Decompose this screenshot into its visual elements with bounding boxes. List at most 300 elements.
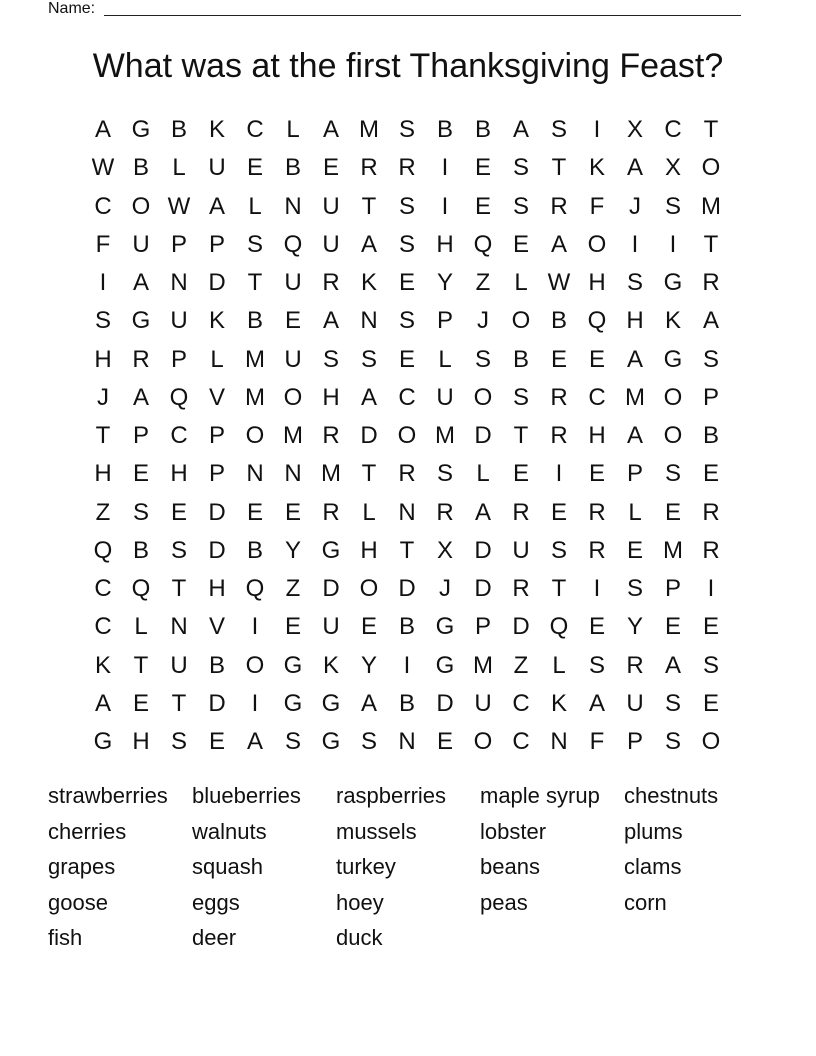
grid-letter: O (359, 575, 379, 602)
grid-letter: P (664, 575, 681, 602)
grid-letter: X (436, 536, 453, 564)
grid-letter: R (398, 460, 416, 488)
grid-letter: A (132, 269, 149, 296)
grid-letter: D (474, 422, 492, 449)
grid-letter: T (171, 575, 187, 602)
grid-letter: U (474, 689, 492, 717)
grid-letter: M (435, 422, 455, 449)
word-list-item: peas (480, 889, 528, 915)
grid-letter: E (132, 689, 149, 717)
grid-letter: R (588, 498, 606, 526)
grid-letter: E (284, 307, 301, 335)
word-list-item: cherries (48, 818, 127, 844)
grid-letter: P (208, 230, 225, 258)
word-list-item: raspberries (336, 783, 447, 808)
grid-letter: H (94, 460, 112, 488)
grid-letter: D (208, 536, 226, 564)
grid-letter: D (322, 575, 340, 602)
grid-letter: O (473, 383, 493, 411)
grid-letter: S (170, 728, 187, 755)
grid-letter: Y (360, 651, 377, 679)
grid-letter: C (512, 728, 530, 755)
grid-letter: E (588, 613, 605, 641)
grid-letter: R (512, 575, 530, 602)
grid-letter: S (398, 192, 415, 220)
grid-letter: K (208, 307, 225, 335)
name-blank-line (104, 15, 741, 16)
grid-letter: I (99, 269, 107, 296)
grid-letter: B (550, 307, 567, 335)
word-list-item: clams (624, 854, 682, 879)
grid-letter: A (360, 230, 377, 258)
grid-letter: E (208, 728, 225, 755)
grid-letter: T (171, 689, 187, 717)
grid-letter: S (550, 116, 567, 143)
grid-letter: B (474, 116, 491, 143)
grid-letter: U (322, 192, 340, 220)
grid-letter: D (360, 422, 378, 449)
grid-letter: Q (245, 575, 265, 602)
grid-letter: A (626, 345, 643, 373)
grid-letter: O (245, 651, 265, 679)
grid-letter: P (702, 383, 719, 411)
grid-letter: S (398, 230, 415, 258)
grid-letter: A (322, 307, 339, 335)
grid-letter: B (132, 154, 149, 182)
grid-letter: K (94, 651, 111, 679)
grid-letter: R (512, 498, 530, 526)
grid-letter: C (94, 575, 112, 602)
grid-letter: S (702, 345, 719, 373)
grid-letter: Q (93, 536, 113, 564)
grid-letter: Q (587, 307, 607, 335)
grid-letter: L (514, 269, 528, 296)
name-field (48, 0, 748, 18)
grid-letter: P (170, 230, 187, 258)
grid-letter: I (593, 116, 601, 143)
grid-letter: B (284, 154, 301, 182)
grid-letter: H (588, 269, 606, 296)
grid-letter: R (626, 651, 644, 679)
grid-letter: H (436, 230, 454, 258)
grid-letter: H (588, 422, 606, 449)
grid-letter: A (626, 154, 643, 182)
grid-letter: Z (285, 575, 301, 602)
grid-letter: D (436, 689, 454, 717)
word-list-item: squash (192, 854, 263, 879)
grid-letter: T (703, 116, 719, 143)
grid-letter: I (251, 613, 259, 641)
grid-letter: L (134, 613, 148, 641)
grid-letter: E (284, 498, 301, 526)
grid-letter: I (251, 689, 259, 717)
grid-letter: J (439, 575, 451, 602)
grid-letter: M (701, 192, 721, 220)
name-label: Name: (48, 0, 96, 17)
word-list-item: plums (624, 818, 683, 844)
grid-letter: A (588, 689, 605, 717)
grid-letter: G (321, 536, 341, 564)
grid-letter: D (512, 613, 530, 641)
grid-letter: S (512, 154, 529, 182)
grid-letter: H (132, 728, 150, 755)
word-list-item: maple syrup (480, 783, 600, 808)
grid-letter: C (588, 383, 606, 411)
word-list-item: duck (336, 925, 383, 950)
grid-letter: G (283, 689, 303, 717)
grid-letter: G (435, 613, 455, 641)
grid-letter: A (360, 689, 377, 717)
grid-letter: G (321, 728, 341, 755)
grid-letter: S (474, 345, 491, 373)
grid-letter: W (167, 192, 191, 220)
grid-letter: O (663, 383, 683, 411)
grid-letter: T (133, 651, 149, 679)
word-list-item: chestnuts (624, 783, 719, 808)
grid-letter: B (398, 689, 415, 717)
grid-letter: E (626, 536, 643, 564)
grid-letter: W (547, 269, 571, 296)
grid-letter: P (626, 728, 643, 755)
grid-letter: S (322, 345, 339, 373)
grid-letter: R (550, 192, 568, 220)
word-list (48, 778, 778, 956)
grid-letter: T (703, 230, 719, 258)
grid-letter: O (587, 230, 607, 258)
word-list-item: deer (192, 925, 237, 950)
grid-letter: E (246, 498, 263, 526)
grid-letter: M (663, 536, 683, 564)
grid-letter: O (473, 728, 493, 755)
grid-letter: K (322, 651, 339, 679)
word-list-item: blueberries (192, 783, 301, 808)
grid-letter: B (398, 613, 415, 641)
grid-letter: K (588, 154, 605, 182)
grid-letter: G (321, 689, 341, 717)
grid-letter: E (170, 498, 187, 526)
grid-letter: E (360, 613, 377, 641)
grid-letter: U (322, 613, 340, 641)
grid-letter: G (93, 728, 113, 755)
grid-letter: R (588, 536, 606, 564)
grid-letter: E (702, 460, 719, 488)
grid-letter: A (94, 689, 111, 717)
grid-letter: K (360, 269, 377, 296)
grid-letter: M (473, 651, 493, 679)
grid-letter: E (550, 345, 567, 373)
grid-letter: L (248, 192, 262, 220)
grid-letter: O (511, 307, 531, 335)
word-list-item: walnuts (192, 818, 267, 844)
grid-letter: C (512, 689, 530, 717)
grid-letter: B (246, 307, 263, 335)
grid-letter: I (707, 575, 715, 602)
grid-letter: T (513, 422, 529, 449)
grid-letter: N (170, 269, 188, 296)
grid-letter: L (628, 498, 642, 526)
grid-letter: X (626, 116, 643, 143)
grid-letter: E (664, 498, 681, 526)
grid-letter: H (360, 536, 378, 564)
grid-letter: L (172, 154, 186, 182)
grid-letter: Q (169, 383, 189, 411)
grid-letter: S (664, 460, 681, 488)
grid-letter: M (625, 383, 645, 411)
grid-letter: T (399, 536, 415, 564)
grid-letter: A (246, 728, 263, 755)
grid-letter: E (702, 613, 719, 641)
grid-letter: G (663, 345, 683, 373)
grid-letter: E (664, 613, 681, 641)
grid-letter: I (631, 230, 639, 258)
grid-letter: O (397, 422, 417, 449)
grid-letter: R (550, 422, 568, 449)
grid-letter: O (131, 192, 151, 220)
word-list-item: hoey (336, 889, 384, 915)
grid-letter: E (436, 728, 453, 755)
grid-letter: U (284, 269, 302, 296)
grid-letter: Z (95, 498, 111, 526)
grid-letter: P (132, 422, 149, 449)
grid-letter: N (284, 460, 302, 488)
grid-letter: F (589, 192, 605, 220)
grid-letter: B (170, 116, 187, 143)
grid-letter: C (246, 116, 264, 143)
grid-letter: R (702, 269, 720, 296)
grid-letter: J (97, 383, 109, 411)
word-list-item: turkey (336, 854, 396, 879)
grid-letter: N (398, 498, 416, 526)
grid-letter: S (626, 575, 643, 602)
grid-letter: I (403, 651, 411, 679)
grid-letter: D (208, 269, 226, 296)
grid-letter: E (322, 154, 339, 182)
grid-letter: H (94, 345, 112, 373)
grid-letter: Q (283, 230, 303, 258)
grid-letter: E (588, 460, 605, 488)
word-list-item: corn (624, 889, 667, 915)
grid-letter: E (284, 613, 301, 641)
grid-letter: H (626, 307, 644, 335)
grid-letter: A (94, 116, 111, 143)
grid-letter: P (436, 307, 453, 335)
word-list-item: lobster (480, 818, 547, 844)
word-list-item: beans (480, 854, 540, 879)
grid-letter: S (512, 383, 529, 411)
grid-letter: M (245, 345, 265, 373)
grid-letter: S (436, 460, 453, 488)
grid-letter: O (663, 422, 683, 449)
grid-letter: N (284, 192, 302, 220)
grid-letter: Y (436, 269, 453, 296)
grid-letter: S (94, 307, 111, 335)
grid-letter: R (550, 383, 568, 411)
grid-letter: A (702, 307, 719, 335)
grid-letter: S (702, 651, 719, 679)
grid-letter: A (322, 116, 339, 143)
grid-letter: E (512, 460, 529, 488)
grid-letter: E (588, 345, 605, 373)
grid-letter: S (132, 498, 149, 526)
grid-letter: S (588, 651, 605, 679)
grid-letter: P (208, 460, 225, 488)
word-list-item: grapes (48, 854, 116, 879)
grid-letter: R (702, 498, 720, 526)
grid-letter: S (284, 728, 301, 755)
grid-letter: N (246, 460, 264, 488)
letter-grid (84, 111, 730, 761)
grid-letter: D (208, 498, 226, 526)
grid-letter: U (322, 230, 340, 258)
grid-letter: E (550, 498, 567, 526)
grid-letter: M (245, 383, 265, 411)
grid-letter: S (170, 536, 187, 564)
grid-letter: O (701, 728, 721, 755)
word-list-item: goose (48, 889, 108, 915)
grid-letter: S (398, 116, 415, 143)
grid-letter: A (626, 422, 643, 449)
grid-letter: H (170, 460, 188, 488)
grid-letter: Z (513, 651, 529, 679)
grid-letter: G (131, 307, 151, 335)
grid-letter: M (321, 460, 341, 488)
grid-letter: E (132, 460, 149, 488)
grid-letter: C (398, 383, 416, 411)
grid-letter: B (702, 422, 719, 449)
grid-letter: X (664, 154, 681, 182)
grid-letter: E (474, 192, 491, 220)
grid-letter: C (94, 192, 112, 220)
grid-letter: E (512, 230, 529, 258)
grid-letter: T (361, 192, 377, 220)
grid-letter: R (322, 422, 340, 449)
grid-letter: G (663, 269, 683, 296)
grid-letter: P (474, 613, 491, 641)
grid-letter: N (170, 613, 188, 641)
grid-letter: R (322, 269, 340, 296)
grid-letter: I (441, 154, 449, 182)
grid-letter: Z (475, 269, 491, 296)
grid-letter: C (664, 116, 682, 143)
grid-letter: B (132, 536, 149, 564)
grid-letter: A (550, 230, 567, 258)
grid-letter: I (669, 230, 677, 258)
grid-letter: U (626, 689, 644, 717)
grid-letter: V (208, 613, 225, 641)
word-list-item: strawberries (48, 783, 168, 808)
grid-letter: L (210, 345, 224, 373)
grid-letter: O (245, 422, 265, 449)
grid-letter: G (131, 116, 151, 143)
grid-letter: N (550, 728, 568, 755)
grid-letter: F (589, 728, 605, 755)
grid-letter: A (664, 651, 681, 679)
grid-letter: M (359, 116, 379, 143)
grid-letter: H (322, 383, 340, 411)
grid-letter: M (283, 422, 303, 449)
grid-letter: S (398, 307, 415, 335)
grid-letter: R (132, 345, 150, 373)
grid-letter: Y (284, 536, 301, 564)
grid-letter: Q (131, 575, 151, 602)
grid-letter: L (438, 345, 452, 373)
grid-letter: S (664, 689, 681, 717)
grid-letter: E (398, 345, 415, 373)
grid-letter: D (398, 575, 416, 602)
grid-letter: E (246, 154, 263, 182)
grid-letter: U (436, 383, 454, 411)
grid-letter: T (247, 269, 263, 296)
grid-letter: N (398, 728, 416, 755)
grid-letter: B (208, 651, 225, 679)
grid-letter: R (360, 154, 378, 182)
grid-letter: S (664, 192, 681, 220)
grid-letter: A (512, 116, 529, 143)
grid-letter: K (208, 116, 225, 143)
grid-letter: K (550, 689, 567, 717)
grid-letter: D (474, 536, 492, 564)
grid-letter: U (512, 536, 530, 564)
grid-letter: G (283, 651, 303, 679)
grid-letter: E (474, 154, 491, 182)
grid-letter: T (361, 460, 377, 488)
grid-letter: J (629, 192, 641, 220)
grid-letter: C (94, 613, 112, 641)
grid-letter: U (132, 230, 150, 258)
grid-letter: S (550, 536, 567, 564)
grid-letter: P (626, 460, 643, 488)
grid-letter: N (360, 307, 378, 335)
grid-letter: Q (473, 230, 493, 258)
grid-letter: T (95, 422, 111, 449)
grid-letter: U (284, 345, 302, 373)
grid-letter: G (435, 651, 455, 679)
grid-letter: E (398, 269, 415, 296)
grid-letter: U (208, 154, 226, 182)
grid-letter: U (170, 651, 188, 679)
grid-letter: L (476, 460, 490, 488)
grid-letter: A (208, 192, 225, 220)
grid-letter: O (283, 383, 303, 411)
grid-letter: S (512, 192, 529, 220)
grid-letter: D (208, 689, 226, 717)
grid-letter: K (664, 307, 681, 335)
grid-letter: B (512, 345, 529, 373)
grid-letter: L (286, 116, 300, 143)
grid-letter: S (626, 269, 643, 296)
word-list-item: mussels (336, 818, 417, 844)
grid-letter: S (246, 230, 263, 258)
grid-letter: U (170, 307, 188, 335)
grid-letter: W (91, 154, 115, 182)
grid-letter: I (555, 460, 563, 488)
grid-letter: Q (549, 613, 569, 641)
grid-letter: J (477, 307, 489, 335)
grid-letter: S (360, 345, 377, 373)
grid-letter: B (436, 116, 453, 143)
grid-letter: R (322, 498, 340, 526)
grid-letter: R (436, 498, 454, 526)
grid-letter: A (474, 498, 491, 526)
grid-letter: L (552, 651, 566, 679)
grid-letter: I (593, 575, 601, 602)
grid-letter: T (551, 154, 567, 182)
grid-letter: F (95, 230, 111, 258)
grid-letter: C (170, 422, 188, 449)
grid-letter: P (170, 345, 187, 373)
grid-letter: I (441, 192, 449, 220)
grid-letter: D (474, 575, 492, 602)
